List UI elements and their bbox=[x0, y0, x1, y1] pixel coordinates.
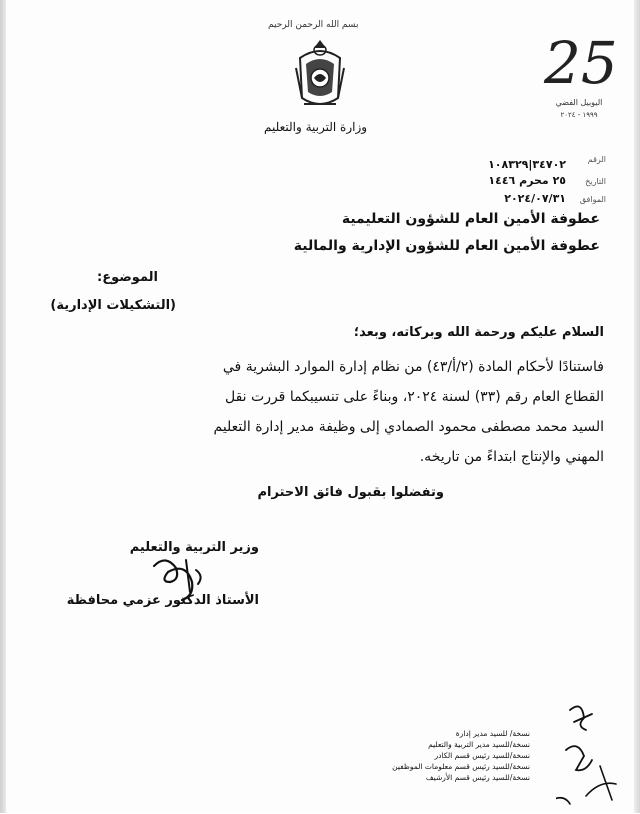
anniversary-numeral: 25 bbox=[544, 29, 618, 97]
date-label: التاريخ bbox=[585, 177, 606, 186]
copy-item: نسخة/للسيد رئيس قسم معلومات الموظفين bbox=[392, 762, 530, 771]
greeting: السلام عليكم ورحمة الله وبركاته، وبعد؛ bbox=[353, 325, 604, 340]
handwritten-annotation bbox=[556, 700, 626, 810]
corresponding-label: الموافق bbox=[579, 195, 606, 204]
addressee-1: عطوفة الأمين العام للشؤون التعليمية bbox=[341, 211, 600, 227]
corresponding-value: ٢٠٢٤/٠٧/٣١ bbox=[504, 192, 566, 205]
copy-item: نسخة/للسيد رئيس قسم الأرشيف bbox=[425, 773, 530, 782]
subject-label: الموضوع: bbox=[97, 270, 158, 285]
addressee-2: عطوفة الأمين العام للشؤون الإدارية والمالية bbox=[293, 238, 600, 254]
copy-item: نسخة/ للسيد مدير إدارة bbox=[455, 729, 530, 738]
subject-value: (التشكيلات الإدارية) bbox=[50, 298, 176, 313]
body-line: السيد محمد مصطفى محمود الصمادي إلى وظيفة مدير إدارة التعليم bbox=[213, 419, 604, 435]
copy-item: نسخة/للسيد مدير التربية والتعليم bbox=[428, 740, 530, 749]
basmala: بسم الله الرحمن الرحيم bbox=[268, 20, 359, 30]
reference-block bbox=[446, 152, 606, 208]
copy-item: نسخة/للسيد رئيس قسم الكادر bbox=[434, 751, 530, 760]
jordan-coat-of-arms-icon bbox=[292, 38, 348, 112]
signatory-title: وزير التربية والتعليم bbox=[129, 540, 259, 555]
number-label: الرقم bbox=[587, 155, 606, 164]
body-line: القطاع العام رقم (٣٣) لسنة ٢٠٢٤، وبناءً على تنسيبكما قررت نقل bbox=[224, 389, 604, 405]
anniversary-25-logo bbox=[544, 28, 618, 138]
letter-body bbox=[40, 352, 604, 472]
anniversary-years: ١٩٩٩ - ٢٠٢٤ bbox=[560, 111, 598, 119]
copies-list bbox=[392, 728, 530, 783]
anniversary-tagline: اليوبيل الفضي bbox=[555, 98, 603, 107]
ministry-name: وزارة التربية والتعليم bbox=[264, 120, 368, 134]
signatory-name: الأستاذ الدكتور عزمي محافظة bbox=[66, 593, 259, 608]
closing: وتفضلوا بقبول فائق الاحترام bbox=[257, 485, 444, 500]
date-value: ٢٥ محرم ١٤٤٦ bbox=[488, 174, 566, 187]
letter-page bbox=[6, 0, 634, 813]
body-line: المهني والإنتاج ابتداءً من تاريخه. bbox=[419, 449, 604, 465]
number-value: ٣٤٧٠٢|١٠٨٣٢٩ bbox=[488, 158, 566, 171]
body-line: فاستنادًا لأحكام المادة (٢/أ/٤٣) من نظام إدارة الموارد البشرية في bbox=[222, 359, 604, 375]
